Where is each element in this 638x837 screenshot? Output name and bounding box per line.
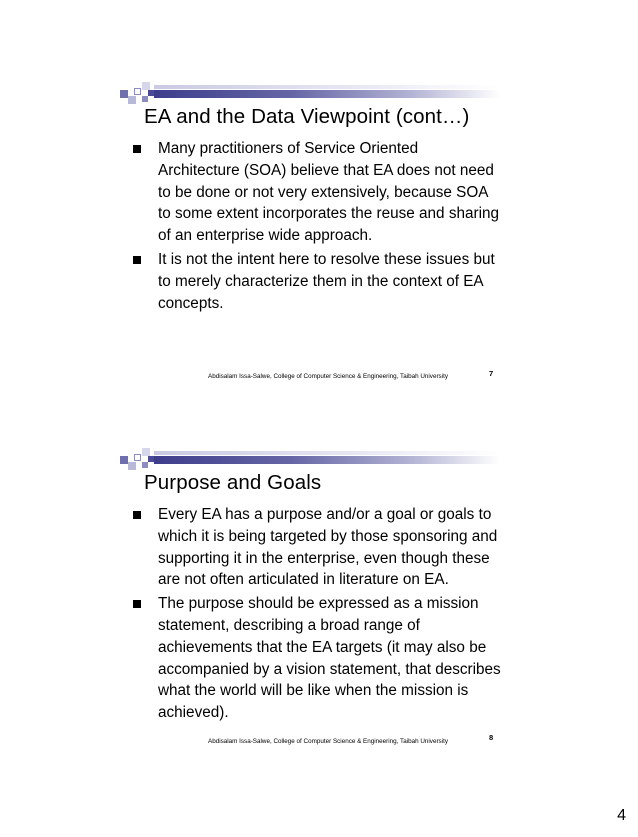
bullet-text: Every EA has a purpose and/or a goal or goals to which it is being targeted by those sponsoring and supporting it in the enterprise, even though these are not often articulated in literature on EA. (158, 506, 498, 589)
slide-footer: Abdisalam Issa-Salwe, College of Computer Science & Engineering, Taibah University (208, 373, 448, 380)
list-item (130, 138, 502, 247)
bullet-text: The purpose should be expressed as a mission statement, describing a broad range of achievements that the EA targets (it may also be accompanied by a vision statement, that describes what the world will be like when the mission is achieved). (158, 595, 501, 722)
bullet-list (130, 504, 502, 726)
bullet-list (130, 138, 502, 316)
square-bullet-icon (133, 600, 141, 608)
slide-title: EA and the Data Viewpoint (cont…) (144, 105, 470, 128)
slide-number: 8 (489, 733, 494, 742)
square-bullet-icon (133, 145, 141, 153)
slide-title: Purpose and Goals (144, 471, 322, 494)
list-item (130, 504, 502, 591)
bullet-text: Many practitioners of Service Oriented Architecture (SOA) believe that EA does not need to be done or not very extensively, because SOA to some extent incorporates the reuse and sharing of an enterprise wide approach. (158, 140, 499, 245)
page-number: 4 (617, 807, 626, 824)
slide-7 (0, 72, 638, 442)
slide-8 (0, 438, 638, 808)
slide-number: 7 (489, 369, 494, 378)
slide-footer: Abdisalam Issa-Salwe, College of Computer Science & Engineering, Taibah University (208, 738, 448, 745)
square-bullet-icon (133, 511, 141, 519)
square-bullet-icon (133, 256, 141, 264)
list-item (130, 249, 502, 314)
list-item (130, 593, 502, 724)
bullet-text: It is not the intent here to resolve these issues but to merely characterize them in the context of EA concepts. (158, 250, 495, 312)
